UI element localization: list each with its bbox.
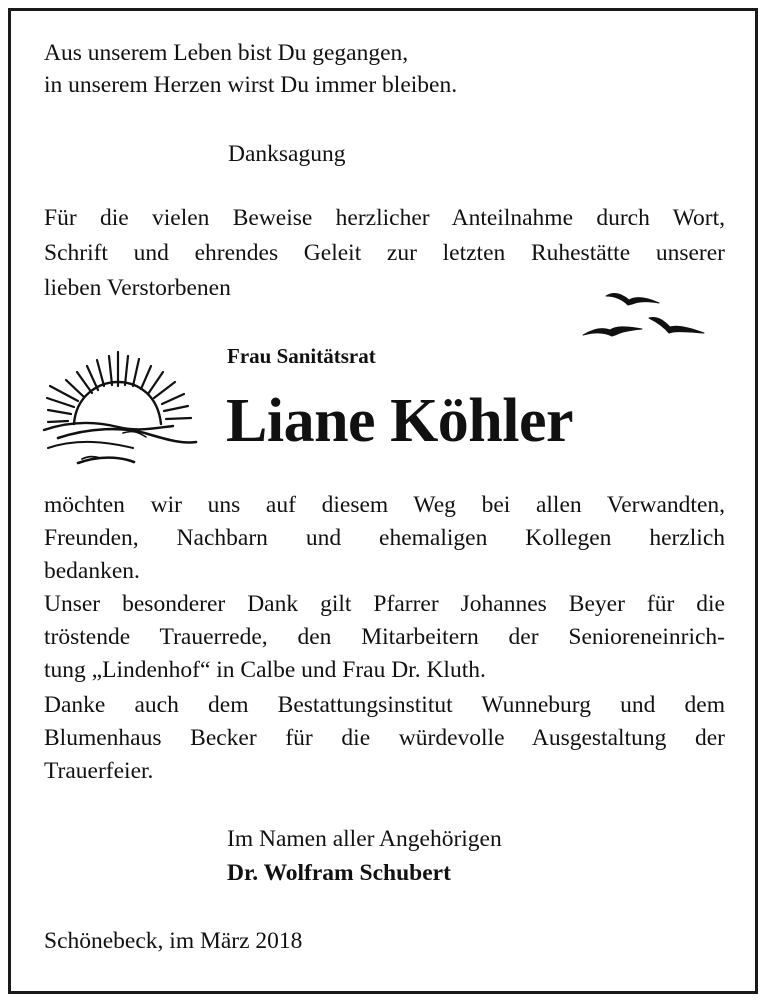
body-line-1: möchten wir uns auf diesem Weg bei allen Verwandten, bbox=[44, 492, 725, 518]
intro-line-3: lieben Verstorbenen bbox=[44, 275, 231, 301]
body-line-7: Danke auch dem Bestattungsinstitut Wunneburg und dem bbox=[44, 692, 725, 718]
intro-line-1: Für die vielen Beweise herzlicher Anteilnahme durch Wort, bbox=[44, 205, 725, 231]
sunset-icon bbox=[38, 338, 203, 473]
body-line-5: tröstende Trauerrede, den Mitarbeitern der Senioreneinrich- bbox=[44, 624, 725, 650]
body-line-9: Trauerfeier. bbox=[44, 758, 154, 784]
deceased-title: Frau Sanitätsrat bbox=[227, 344, 376, 368]
body-line-3: bedanken. bbox=[44, 558, 140, 584]
birds-icon bbox=[580, 285, 715, 345]
body-line-2: Freunden, Nachbarn und ehemaligen Kollegen herzlich bbox=[44, 525, 725, 551]
body-line-6: tung „Lindenhof“ in Calbe und Frau Dr. Kluth. bbox=[44, 657, 486, 683]
intro-line-2: Schrift und ehrendes Geleit zur letzten Ruhestätte unserer bbox=[44, 240, 725, 266]
heading: Danksagung bbox=[228, 141, 346, 167]
signature-line: Im Namen aller Angehörigen bbox=[227, 826, 502, 852]
motto-line-1: Aus unserem Leben bist Du gegangen, bbox=[44, 40, 409, 66]
motto-line-2: in unserem Herzen wirst Du immer bleiben. bbox=[44, 72, 458, 98]
place-date: Schönebeck, im März 2018 bbox=[44, 928, 303, 954]
deceased-name: Liane Köhler bbox=[226, 387, 574, 455]
body-line-4: Unser besonderer Dank gilt Pfarrer Johannes Beyer für die bbox=[44, 591, 725, 617]
signature-name: Dr. Wolfram Schubert bbox=[227, 860, 451, 886]
body-line-8: Blumenhaus Becker für die würdevolle Ausgestaltung der bbox=[44, 725, 725, 751]
